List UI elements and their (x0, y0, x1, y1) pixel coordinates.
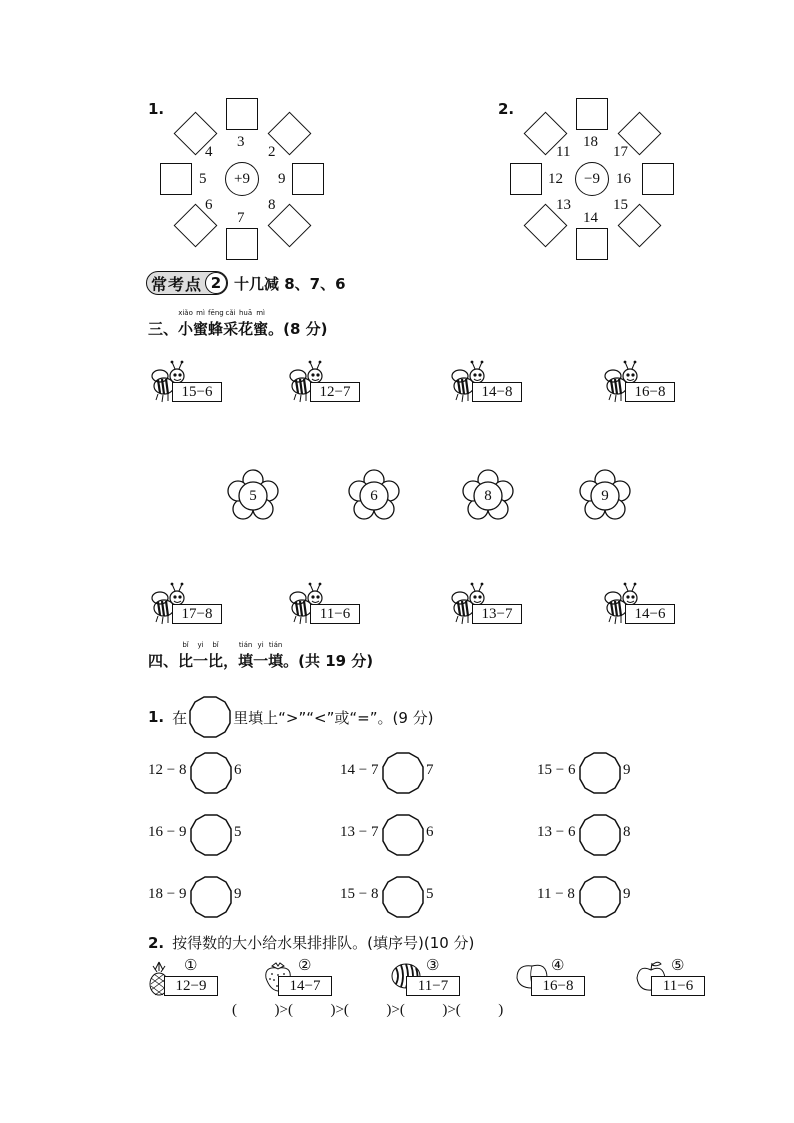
number-top-right: 17 (613, 144, 628, 160)
answer-box-right[interactable] (292, 163, 324, 195)
pinyin-annotation: tián (268, 641, 283, 649)
hanzi: 一 (253, 652, 269, 670)
compare-left: 13 − 6 (537, 824, 576, 840)
bee-card[interactable] (150, 582, 260, 630)
bee-card[interactable] (288, 360, 398, 408)
bee-card[interactable] (450, 582, 560, 630)
number-right: 16 (616, 171, 631, 187)
compare-left: 18 − 9 (148, 886, 187, 902)
pinyin-char (223, 650, 238, 671)
compare-answer-octagon[interactable] (190, 814, 232, 856)
compare-item (537, 812, 647, 856)
compare-right: 6 (426, 824, 434, 840)
answer-box-right[interactable] (642, 163, 674, 195)
pinyin-char (193, 641, 209, 671)
flower[interactable] (347, 469, 401, 523)
flower-number: 8 (484, 487, 492, 504)
badge-number: 2 (205, 272, 227, 294)
compare-right: 5 (234, 824, 242, 840)
number-bottom-left: 13 (556, 197, 571, 213)
pinyin-annotation: mì (196, 309, 205, 317)
bee-expression: 15−6 (172, 382, 222, 402)
pinyin-annotation: bǐ (182, 641, 189, 649)
compare-left: 15 − 8 (340, 886, 379, 902)
compare-item (340, 750, 450, 794)
operator-circle: −9 (575, 162, 609, 196)
answer-box-left[interactable] (510, 163, 542, 195)
hanzi: 比 (178, 652, 194, 670)
pinyin-annotation: tián (238, 641, 253, 649)
hanzi: ， (223, 652, 239, 670)
pinyin-char (208, 641, 224, 671)
flower[interactable] (578, 469, 632, 523)
number-bottom: 7 (237, 210, 245, 226)
compare-item (340, 812, 450, 856)
q1-instruction (148, 696, 434, 738)
number-bottom: 14 (583, 210, 598, 226)
compare-answer-octagon[interactable] (382, 814, 424, 856)
compare-left: 16 − 9 (148, 824, 187, 840)
number-left: 5 (199, 171, 207, 187)
compare-item (148, 874, 258, 918)
fruit-card (262, 958, 402, 1002)
order-answer-line[interactable]: ( )>( )>( )>( )>( ) (232, 1002, 504, 1018)
pinyin-char (193, 309, 209, 339)
hanzi: 蜜 (193, 320, 209, 338)
badge-topic: 十几减 8、7、6 (234, 274, 346, 293)
compare-left: 11 − 8 (537, 886, 575, 902)
fruit-index: ① (184, 956, 198, 974)
q2-instruction (148, 932, 474, 953)
pinyin-char (178, 641, 194, 671)
pinyin-char (178, 309, 194, 339)
octagon-icon (189, 696, 231, 738)
answer-box-top[interactable] (576, 98, 608, 130)
number-right: 9 (278, 171, 286, 187)
compare-right: 9 (623, 762, 631, 778)
puzzle-2 (498, 96, 698, 266)
number-top-left: 11 (556, 144, 571, 160)
bee-expression: 12−7 (310, 382, 360, 402)
hanzi: 小 (178, 320, 194, 338)
pinyin-char (223, 309, 239, 339)
puzzle-label: 1. (148, 100, 165, 118)
fruit-index: ③ (426, 956, 440, 974)
badge-label: 常考点 (151, 274, 203, 294)
bee-expression: 14−8 (472, 382, 522, 402)
section3-title (148, 309, 328, 339)
fruit-expression: 12−9 (164, 976, 218, 996)
number-left: 12 (548, 171, 563, 187)
pinyin-char (238, 309, 254, 339)
answer-box-left[interactable] (160, 163, 192, 195)
section-badge (146, 271, 346, 295)
compare-right: 9 (234, 886, 242, 902)
answer-box-bottom[interactable] (576, 228, 608, 260)
bee-expression: 11−6 (310, 604, 360, 624)
pinyin-char (208, 309, 224, 339)
compare-right: 7 (426, 762, 434, 778)
bee-expression: 17−8 (172, 604, 222, 624)
pinyin-char (253, 309, 269, 339)
number-bottom-right: 15 (613, 197, 628, 213)
q1-number: 1. (148, 708, 165, 726)
fruit-index: ⑤ (671, 956, 685, 974)
compare-answer-octagon[interactable] (382, 876, 424, 918)
flower-number: 9 (601, 487, 609, 504)
pinyin-char (253, 641, 269, 671)
fruit-index: ④ (551, 956, 565, 974)
bee-card[interactable] (603, 360, 713, 408)
q2-number: 2. (148, 934, 165, 952)
bee-expression: 14−6 (625, 604, 675, 624)
compare-answer-octagon[interactable] (382, 752, 424, 794)
section4-prefix: 四、 (148, 652, 179, 670)
fruit-expression: 16−8 (531, 976, 585, 996)
compare-answer-octagon[interactable] (579, 752, 621, 794)
compare-right: 9 (623, 886, 631, 902)
badge-box (146, 271, 228, 295)
fruit-index: ② (298, 956, 312, 974)
compare-item (537, 750, 647, 794)
compare-left: 13 − 7 (340, 824, 379, 840)
hanzi: 采 (223, 320, 239, 338)
compare-answer-octagon[interactable] (190, 876, 232, 918)
compare-item (148, 812, 258, 856)
section3-suffix: 。(8 分) (268, 320, 328, 338)
puzzle-label: 2. (498, 100, 515, 118)
fruit-card (390, 958, 530, 1002)
flower[interactable] (461, 469, 515, 523)
bee-expression: 16−8 (625, 382, 675, 402)
hanzi: 一 (193, 652, 209, 670)
compare-answer-octagon[interactable] (579, 814, 621, 856)
pinyin-annotation: cǎi (225, 309, 236, 317)
compare-right: 6 (234, 762, 242, 778)
pinyin-annotation: fēng (208, 309, 224, 317)
fruit-expression: 14−7 (278, 976, 332, 996)
fruit-card (635, 958, 775, 1002)
number-top-left: 4 (205, 144, 213, 160)
number-top: 3 (237, 134, 245, 150)
bee-card[interactable] (150, 360, 260, 408)
hanzi: 填 (238, 652, 254, 670)
q1-after: 里填上“>”“<”或“=”。(9 分) (233, 708, 434, 727)
bee-card[interactable] (603, 582, 713, 630)
q1-before: 在 (172, 708, 188, 727)
compare-item (537, 874, 647, 918)
pinyin-annotation: xiǎo (178, 309, 193, 317)
hanzi: 花 (238, 320, 254, 338)
number-bottom-right: 8 (268, 197, 276, 213)
compare-answer-octagon[interactable] (579, 876, 621, 918)
hanzi: 填 (268, 652, 284, 670)
fruit-expression: 11−6 (651, 976, 705, 996)
pinyin-annotation: bǐ (212, 641, 219, 649)
bee-expression: 13−7 (472, 604, 522, 624)
compare-left: 12 − 8 (148, 762, 187, 778)
section4-title (148, 641, 374, 671)
compare-right: 8 (623, 824, 631, 840)
compare-answer-octagon[interactable] (190, 752, 232, 794)
hanzi: 比 (208, 652, 224, 670)
pinyin-annotation: yi (257, 641, 264, 649)
pinyin-annotation: yi (197, 641, 204, 649)
compare-item (340, 874, 450, 918)
operator-circle: +9 (225, 162, 259, 196)
flower[interactable] (226, 469, 280, 523)
compare-item (148, 750, 258, 794)
compare-left: 14 − 7 (340, 762, 379, 778)
number-top: 18 (583, 134, 598, 150)
section4-suffix: 。(共 19 分) (283, 652, 374, 670)
flower-number: 6 (370, 487, 378, 504)
pinyin-annotation: huā (239, 309, 253, 317)
bee-card[interactable] (288, 582, 398, 630)
pinyin-char (268, 641, 284, 671)
q2-text: 按得数的大小给水果排排队。(填序号)(10 分) (172, 934, 475, 952)
number-bottom-left: 6 (205, 197, 213, 213)
bee-card[interactable] (450, 360, 560, 408)
puzzle-1 (148, 96, 348, 266)
compare-left: 15 − 6 (537, 762, 576, 778)
flower-number: 5 (249, 487, 257, 504)
pinyin-char (238, 641, 254, 671)
hanzi: 蜂 (208, 320, 224, 338)
compare-right: 5 (426, 886, 434, 902)
fruit-card (515, 958, 655, 1002)
fruit-expression: 11−7 (406, 976, 460, 996)
answer-box-bottom[interactable] (226, 228, 258, 260)
hanzi: 蜜 (253, 320, 269, 338)
section3-prefix: 三、 (148, 320, 179, 338)
answer-box-top[interactable] (226, 98, 258, 130)
pinyin-annotation: mì (256, 309, 265, 317)
number-top-right: 2 (268, 144, 276, 160)
